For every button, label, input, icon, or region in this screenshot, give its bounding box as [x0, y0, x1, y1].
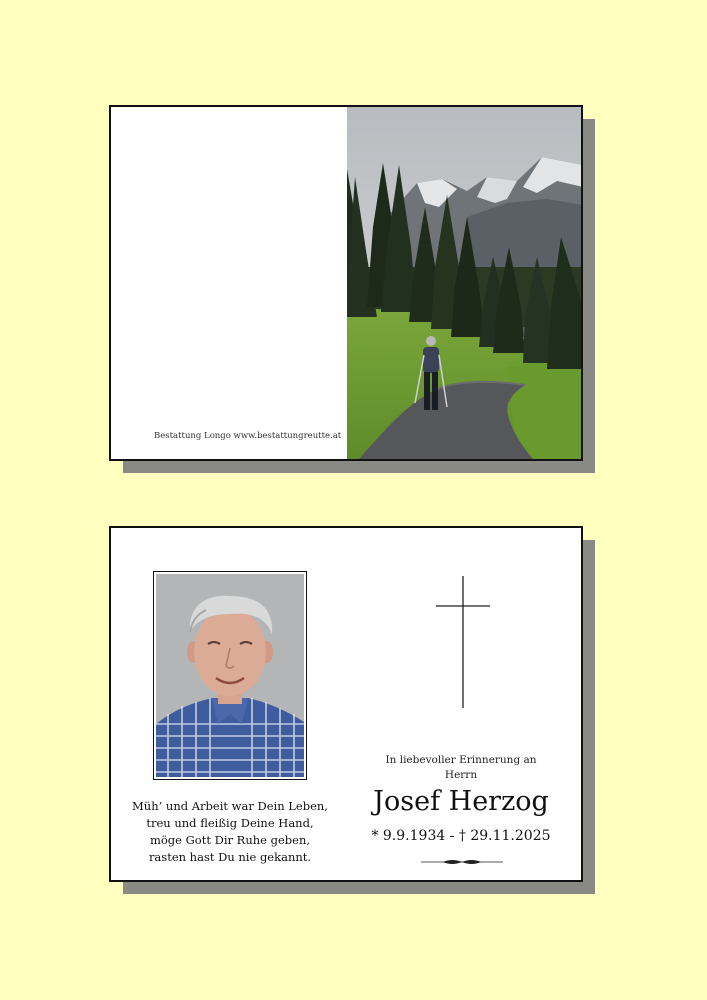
landscape-walker-photo: [347, 107, 583, 459]
memorial-verse: [125, 798, 335, 866]
life-dates: * 9.9.1934 - † 29.11.2025: [371, 828, 551, 844]
intro-line: In liebevoller Erinnerung an: [385, 754, 537, 766]
verse-line: möge Gott Dir Ruhe geben,: [149, 833, 311, 847]
publisher-credit: Bestattung Longo www.bestattungreutte.at: [154, 431, 342, 441]
verse-line: Müh’ und Arbeit war Dein Leben,: [132, 799, 328, 813]
card-outside: [109, 105, 583, 461]
deceased-name: Josef Herzog: [373, 786, 549, 817]
portrait-photo: [153, 571, 307, 780]
verse-line: treu und fleißig Deine Hand,: [146, 816, 314, 830]
verse-line: rasten hast Du nie gekannt.: [148, 850, 312, 864]
memorial-intro: [361, 753, 561, 783]
card-inside: [109, 526, 583, 882]
intro-line: Herrn: [444, 769, 478, 781]
divider-ornament-icon: [421, 852, 503, 871]
cross-icon: [436, 576, 492, 714]
